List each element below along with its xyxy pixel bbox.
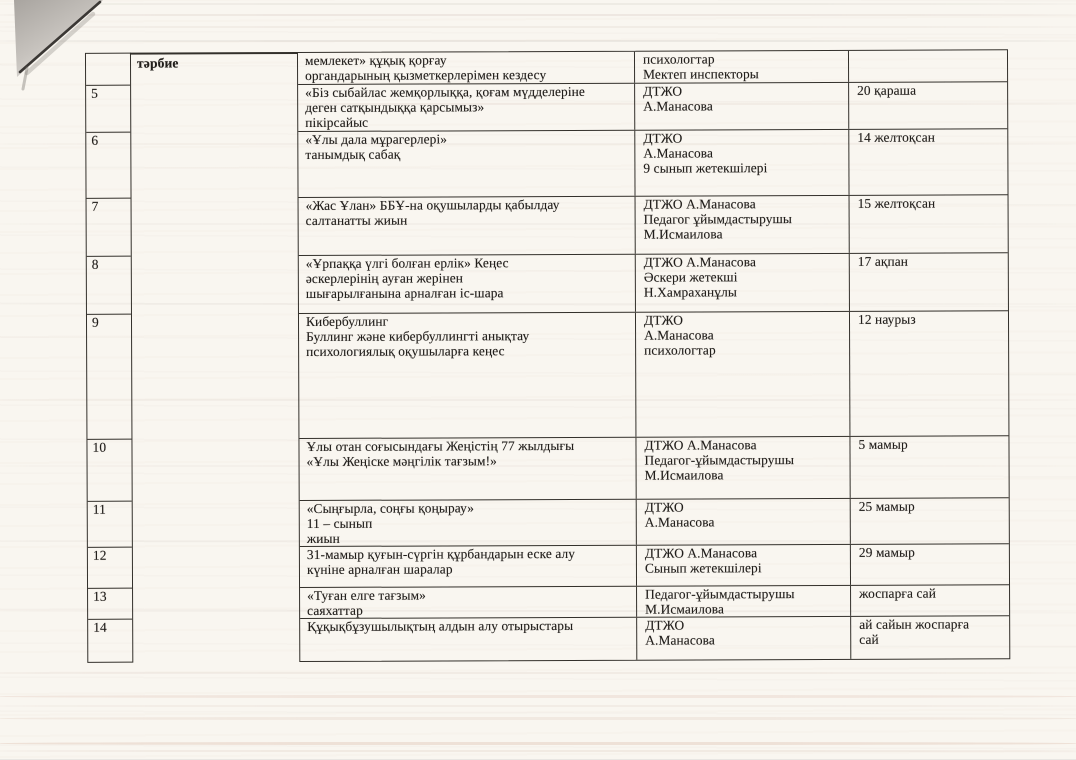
cell-date: [850, 616, 1011, 659]
text-line: ДТЖО А.Манасова: [644, 545, 758, 561]
table-row: [298, 81, 1007, 131]
text-line: 20 қараша: [857, 82, 917, 98]
cell-responsible: [634, 130, 848, 196]
text-line: «Ұрпаққа үлгі болған ерлік» Кеңес: [305, 255, 509, 271]
text-line: салтанатты жиын: [305, 212, 408, 228]
text-line: 5 мамыр: [858, 436, 908, 452]
table-row: [299, 435, 1008, 500]
text-line: 14 желтоқсан: [857, 129, 936, 145]
cell-responsible: [636, 586, 850, 617]
text-line: жиын: [306, 530, 340, 546]
row-number: 5: [86, 85, 130, 132]
text-line: Мектеп инспекторы: [643, 66, 759, 82]
text-line: Буллинг және кибербуллингті анықтау: [306, 328, 530, 344]
text-line: 25 мамыр: [858, 498, 915, 514]
text-line: Педагог ұйымдастырушы: [643, 211, 793, 227]
text-line: мемлекет» құқық қорғау: [304, 52, 447, 68]
cell-date: [849, 436, 1010, 498]
row-number: 13: [88, 588, 132, 619]
text-line: «Біз сыбайлас жемқорлыққа, қоғам мүдделеріне: [305, 83, 585, 100]
text-line: «Ұлы дала мұрагерлері»: [305, 131, 448, 147]
cell-responsible: [635, 437, 849, 499]
cell-responsible: [635, 312, 849, 437]
text-line: 9 сынып жетекшілері: [643, 160, 768, 176]
row-number: 14: [88, 619, 132, 662]
text-line: ДТЖО: [644, 499, 684, 515]
cell-activity: [300, 500, 636, 546]
cell-responsible: [636, 545, 850, 586]
text-line: сай: [859, 631, 879, 647]
text-line: А.Манасова: [643, 98, 713, 114]
row-number: [86, 54, 130, 85]
text-line: психологтар: [644, 342, 716, 358]
plan-table: [297, 49, 1010, 662]
text-line: «Ұлы Жеңіске мәңгілік тағзым!»: [306, 453, 497, 469]
cell-activity: [298, 84, 634, 131]
cell-activity: [300, 587, 636, 618]
text-line: пікірсайыс: [305, 114, 369, 130]
table-row: [300, 615, 1009, 661]
text-line: М.Исмаилова: [645, 601, 725, 617]
text-line: ДТЖО А.Манасова: [643, 254, 757, 270]
cell-date: [850, 544, 1011, 585]
text-line: 29 мамыр: [858, 544, 915, 560]
text-line: М.Исмаилова: [644, 467, 724, 483]
text-line: Кибербуллинг: [305, 313, 389, 329]
text-line: танымдық сабақ: [305, 146, 401, 162]
text-line: «Сыңғырла, соңғы қоңырау»: [306, 500, 475, 516]
text-line: күніне арналған шаралар: [306, 561, 453, 577]
row-number-column: [85, 53, 133, 663]
text-line: А.Манасова: [644, 327, 714, 343]
text-line: А.Манасова: [645, 632, 715, 648]
cell-date: [849, 311, 1010, 436]
text-line: жоспарға сай: [859, 585, 936, 601]
cell-responsible: [634, 83, 848, 130]
cell-date: [849, 195, 1010, 253]
table-row: [300, 584, 1009, 618]
cell-responsible: [635, 196, 849, 254]
text-line: 17 ақпан: [857, 253, 909, 269]
cell-activity: [298, 131, 634, 197]
text-line: Ұлы отан соғысындағы Жеңістің 77 жылдығы: [306, 437, 575, 454]
text-line: деген сатқындыққа қарсымыз»: [305, 99, 485, 115]
cell-date: [848, 50, 1009, 82]
text-line: 15 желтоқсан: [857, 195, 936, 211]
text-line: А.Манасова: [643, 145, 714, 161]
table-row: [299, 310, 1008, 438]
cell-responsible: [634, 51, 848, 83]
text-line: 31-мамыр қуғын-сүргін құрбандарын еске алу: [306, 545, 576, 562]
text-line: ДТЖО: [643, 130, 683, 146]
cell-date: [848, 129, 1009, 195]
cell-date: [849, 253, 1010, 311]
cell-responsible: [636, 499, 850, 545]
text-line: ДТЖО: [645, 617, 685, 633]
cell-activity: [300, 618, 636, 661]
row-number: 9: [87, 314, 131, 439]
cell-responsible: [635, 254, 849, 312]
table-row: [300, 497, 1009, 546]
cell-date: [850, 498, 1011, 544]
row-number: 7: [87, 198, 131, 256]
text-line: «Туған елге тағзым»: [307, 587, 426, 603]
text-line: Құқықбұзушылықтың алдын алу отырыстары: [307, 617, 574, 634]
text-line: ДТЖО А.Манасова: [644, 437, 757, 453]
table-row: [300, 543, 1009, 587]
table-row: [299, 252, 1008, 313]
text-line: М.Исмаилова: [643, 226, 723, 242]
row-number: 8: [87, 256, 131, 314]
text-line: әскерлерінің ауған жерінен: [305, 270, 464, 286]
row-number: 11: [88, 501, 132, 547]
cell-activity: [299, 255, 635, 313]
table-row: [298, 50, 1007, 84]
text-line: Сынып жетекшілері: [644, 560, 762, 576]
row-number: 12: [88, 547, 132, 588]
cell-date: [850, 585, 1011, 616]
text-line: ДТЖО: [643, 83, 683, 99]
text-line: ДТЖО А.Манасова: [643, 196, 756, 212]
cell-activity: [299, 313, 635, 438]
text-line: ДТЖО: [643, 312, 684, 328]
cell-activity: [300, 546, 636, 587]
text-line: 11 – сынып: [306, 515, 373, 531]
text-line: психологиялық оқушыларға кеңес: [306, 343, 505, 359]
text-line: 12 наурыз: [857, 311, 916, 327]
text-line: саяхаттар: [307, 602, 363, 618]
text-line: ай сайын жоспарға: [859, 616, 970, 632]
section-label: тәрбие: [136, 55, 179, 71]
row-number: 10: [87, 439, 131, 501]
text-line: Н.Хамраханұлы: [643, 284, 737, 300]
cell-date: [848, 82, 1009, 129]
text-line: «Жас Ұлан» ББҰ-на оқушыларды қабылдау: [305, 197, 560, 213]
table-row: [298, 128, 1007, 197]
row-number: 6: [86, 132, 130, 198]
text-line: шығарылғанына арналған іс-шара: [305, 285, 504, 301]
text-line: психологтар: [642, 51, 715, 67]
text-line: Педагог-ұйымдастырушы: [644, 452, 795, 468]
table-top-border-segment: [130, 52, 298, 54]
text-line: органдарының қызметкерлерімен кездесу: [305, 66, 547, 83]
cell-activity: [299, 197, 635, 255]
table-row: [299, 194, 1008, 255]
cell-activity: [298, 52, 634, 84]
cell-responsible: [636, 617, 850, 660]
cell-activity: [299, 438, 635, 500]
text-line: Педагог-ұйымдастырушы: [645, 586, 795, 602]
text-line: Әскери жетекші: [643, 269, 738, 285]
text-line: А.Манасова: [644, 514, 715, 530]
